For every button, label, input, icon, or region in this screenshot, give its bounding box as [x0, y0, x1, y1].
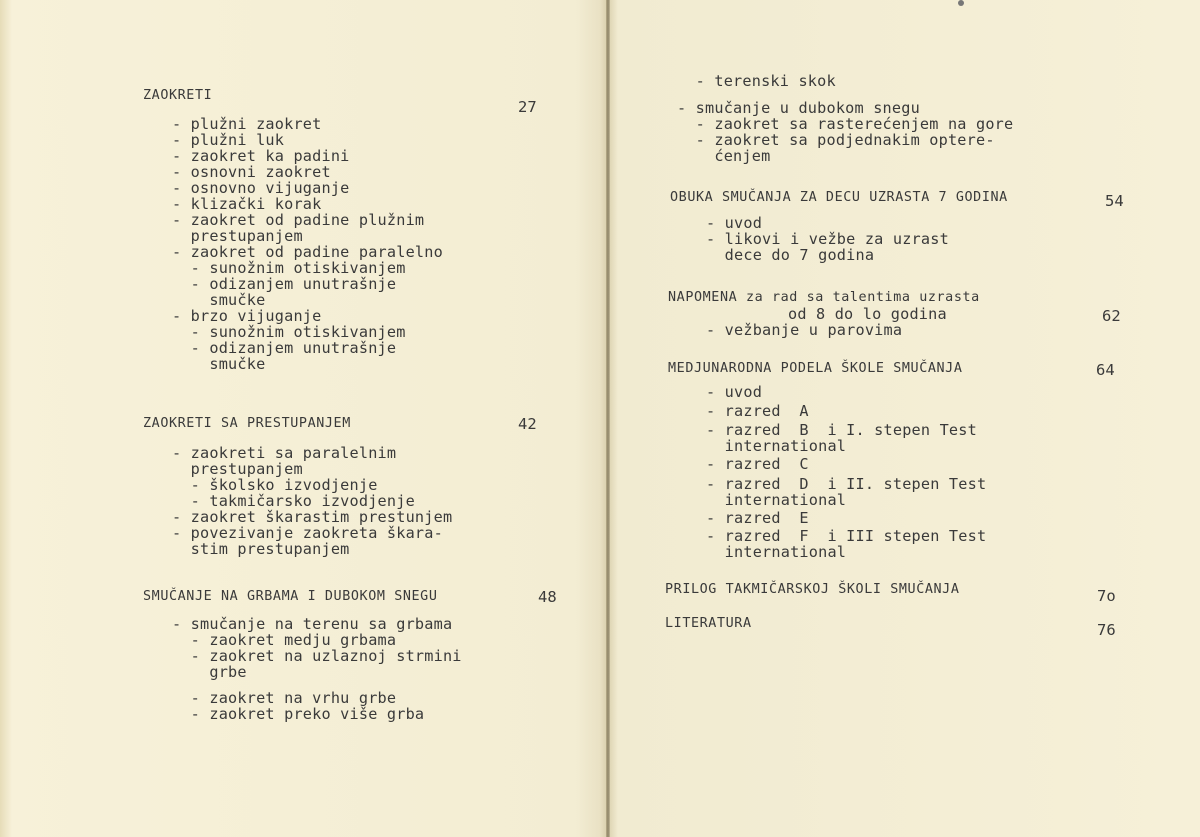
- toc-item: - uvod: [706, 214, 763, 232]
- toc-item: - smučanje na terenu sa grbama: [172, 615, 453, 633]
- toc-item: - razred C: [706, 455, 809, 473]
- toc-item: - povezivanje zaokreta škara-: [172, 524, 443, 542]
- right-page: [610, 0, 1200, 837]
- toc-item: prestupanjem: [172, 460, 303, 478]
- toc-item: - vežbanje u parovima: [706, 321, 903, 339]
- toc-item: dece do 7 godina: [706, 246, 875, 264]
- page-number: 27: [518, 98, 537, 116]
- toc-item: - zaokret od padine paralelno: [172, 243, 443, 261]
- toc-item: - zaokret ka padini: [172, 147, 350, 165]
- toc-item: - brzo vijuganje: [172, 307, 322, 325]
- section-heading: ZAOKRETI SA PRESTUPANJEM: [143, 416, 351, 431]
- toc-item: international: [706, 491, 847, 509]
- page-number: 54: [1105, 192, 1124, 210]
- toc-item: - zaokret medju grbama: [172, 631, 397, 649]
- toc-item: - sunožnim otiskivanjem: [172, 323, 406, 341]
- toc-item: - razred A: [706, 402, 809, 420]
- toc-item: prestupanjem: [172, 227, 303, 245]
- toc-item: - smučanje u dubokom snegu: [677, 99, 920, 117]
- section-heading: NAPOMENA za rad sa talentima uzrasta: [668, 290, 980, 305]
- page-number: 48: [538, 588, 557, 606]
- toc-item: - plužni zaokret: [172, 115, 322, 133]
- toc-item: - zaokret od padine plužnim: [172, 211, 425, 229]
- toc-item: - školsko izvodjenje: [172, 476, 378, 494]
- section-heading: OBUKA SMUČANJA ZA DECU UZRASTA 7 GODINA: [670, 190, 1008, 205]
- page-number: 62: [1102, 307, 1121, 325]
- toc-item: - razred E: [706, 509, 809, 527]
- toc-item: - odizanjem unutrašnje: [172, 275, 397, 293]
- toc-item: - razred D i II. stepen Test: [706, 475, 987, 493]
- toc-item: - razred F i III stepen Test: [706, 527, 987, 545]
- toc-item: - zaokret na uzlaznoj strmini: [172, 647, 462, 665]
- toc-item: - plužni luk: [172, 131, 285, 149]
- section-heading: MEDJUNARODNA PODELA ŠKOLE SMUČANJA: [668, 361, 963, 376]
- toc-item: - zaokret preko više grba: [172, 705, 425, 723]
- page-number: 7o: [1097, 587, 1116, 605]
- toc-item: - terenski skok: [677, 72, 836, 90]
- section-heading: PRILOG TAKMIČARSKOJ ŠKOLI SMUČANJA: [665, 582, 960, 597]
- toc-item: - zaokret sa rasterećenjem na gore: [677, 115, 1014, 133]
- toc-item: - osnovno vijuganje: [172, 179, 350, 197]
- toc-item: stim prestupanjem: [172, 540, 350, 558]
- toc-item: smučke: [172, 355, 266, 373]
- section-heading-continued: od 8 do lo godina: [788, 305, 947, 323]
- toc-item: - zaokret škarastim prestunjem: [172, 508, 453, 526]
- toc-item: - klizački korak: [172, 195, 322, 213]
- toc-item: - zaokreti sa paralelnim: [172, 444, 397, 462]
- toc-item: - takmičarsko izvodjenje: [172, 492, 415, 510]
- toc-item: - zaokret na vrhu grbe: [172, 689, 397, 707]
- toc-item: international: [706, 543, 847, 561]
- toc-item: - sunožnim otiskivanjem: [172, 259, 406, 277]
- section-heading: LITERATURA: [665, 616, 752, 631]
- toc-item: - osnovni zaokret: [172, 163, 331, 181]
- section-heading: SMUČANJE NA GRBAMA I DUBOKOM SNEGU: [143, 589, 438, 604]
- toc-item: ćenjem: [677, 147, 771, 165]
- toc-item: smučke: [172, 291, 266, 309]
- page-number: 64: [1096, 361, 1115, 379]
- toc-item: - odizanjem unutrašnje: [172, 339, 397, 357]
- toc-item: grbe: [172, 663, 247, 681]
- toc-item: international: [706, 437, 847, 455]
- toc-item: - likovi i vežbe za uzrast: [706, 230, 949, 248]
- toc-item: - razred B i I. stepen Test: [706, 421, 977, 439]
- page-number: 76: [1097, 621, 1116, 639]
- section-heading: ZAOKRETI: [143, 88, 213, 103]
- toc-item: - zaokret sa podjednakim optere-: [677, 131, 995, 149]
- toc-item: - uvod: [706, 383, 763, 401]
- page-number: 42: [518, 415, 537, 433]
